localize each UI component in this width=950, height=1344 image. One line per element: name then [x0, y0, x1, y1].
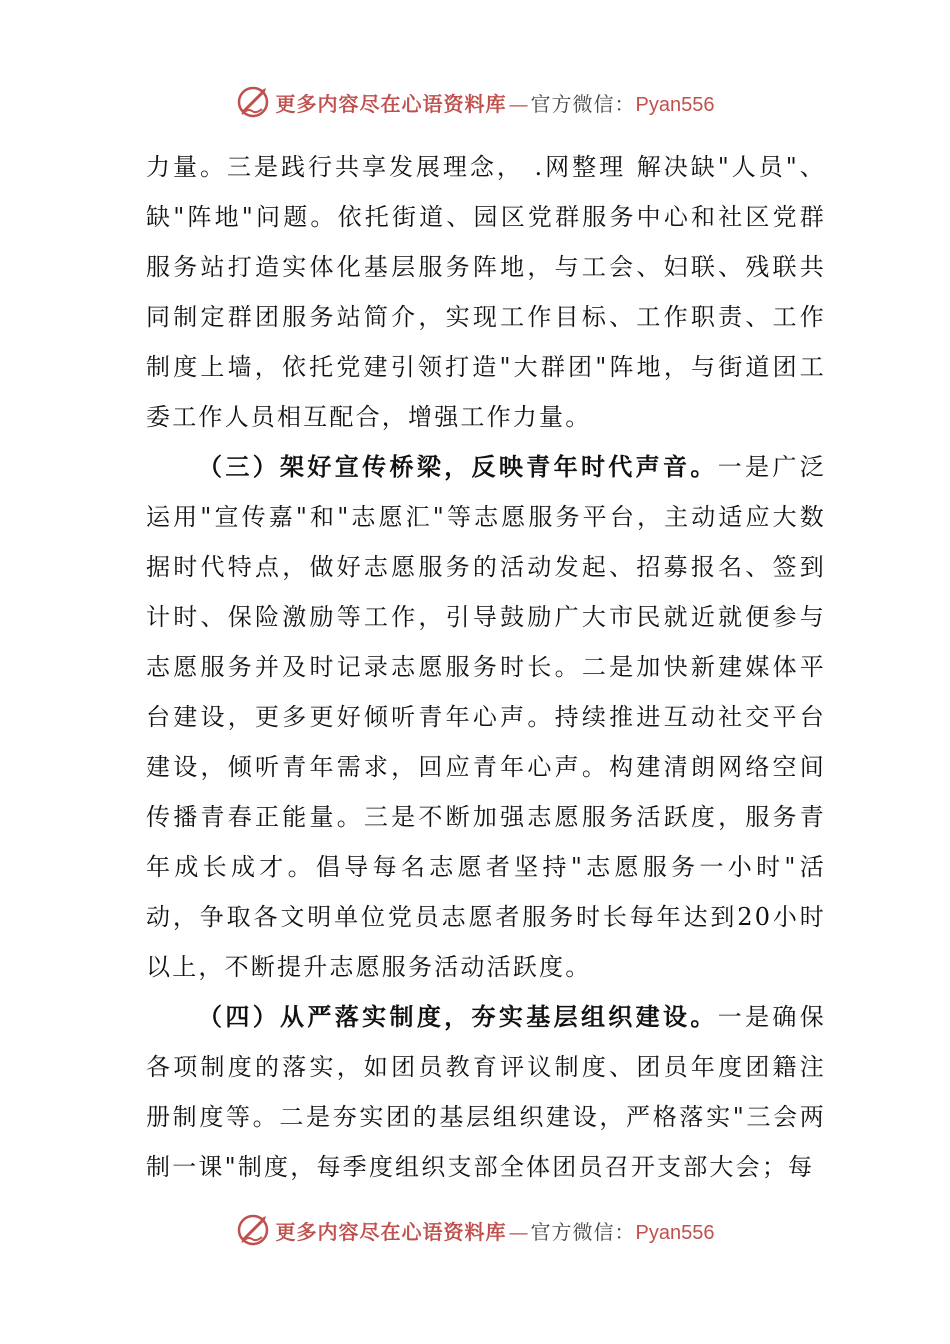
paragraph-1: [146, 142, 826, 442]
banner-brand: 更多内容尽在心语资料库: [275, 1219, 507, 1244]
banner-separator: —: [508, 1219, 529, 1244]
pen-logo-icon: [236, 1212, 272, 1248]
paragraph-2-text: 一是广泛运用"宣传嘉"和"志愿汇"等志愿服务平台，主动适应大数据时代特点，做好志愿服务的活动发起、招募报名、签到计时、保险激励等工作，引导鼓励广大市民就近就便参与志愿服务并及时记录志愿服务时长。二是加快新建媒体平台建设，更多更好倾听青年心声。持续推进互动社交平台建设，倾听青年需求，回应青年心声。构建清朗网络空间传播青春正能量。三是不断加强志愿服务活跃度，服务青年成长成才。倡导每名志愿者坚持"志愿服务一小时"活动，争取各文明单位党员志愿者服务时长每年达到20小时以上，不断提升志愿服务活动活跃度。: [146, 453, 826, 981]
banner-official-label: 官方微信：: [530, 91, 636, 116]
paragraph-2: [146, 442, 826, 992]
header-banner: [0, 82, 950, 122]
pen-logo-icon: [236, 84, 272, 120]
banner-separator: —: [508, 91, 529, 116]
banner-official-label: 官方微信：: [530, 1219, 636, 1244]
footer-banner: [0, 1210, 950, 1250]
banner-brand: 更多内容尽在心语资料库: [275, 91, 507, 116]
banner-wechat-id: Pyan556: [635, 1221, 715, 1244]
paragraph-3: [146, 992, 826, 1192]
banner-wechat-id: Pyan556: [635, 93, 715, 116]
banner-text: [276, 1216, 715, 1245]
section-three-heading: （三）架好宣传桥梁，反映青年时代声音。: [198, 452, 718, 481]
section-four-heading: （四）从严落实制度，夯实基层组织建设。: [198, 1002, 718, 1031]
document-body: [146, 142, 826, 1192]
paragraph-1-text: 力量。三是践行共享发展理念， .网整理 解决缺"人员"、缺"阵地"问题。依托街道、园区党群服务中心和社区党群服务站打造实体化基层服务阵地，与工会、妇联、残联共同制定群团服务站简介，实现工作目标、工作职责、工作制度上墙，依托党建引领打造"大群团"阵地，与街道团工委工作人员相互配合，增强工作力量。: [146, 153, 826, 431]
paragraph-3-text: 一是确保各项制度的落实，如团员教育评议制度、团员年度团籍注册制度等。二是夯实团的基层组织建设，严格落实"三会两制一课"制度，每季度组织支部全体团员召开支部大会；每: [146, 1003, 826, 1181]
banner-text: [276, 88, 715, 117]
